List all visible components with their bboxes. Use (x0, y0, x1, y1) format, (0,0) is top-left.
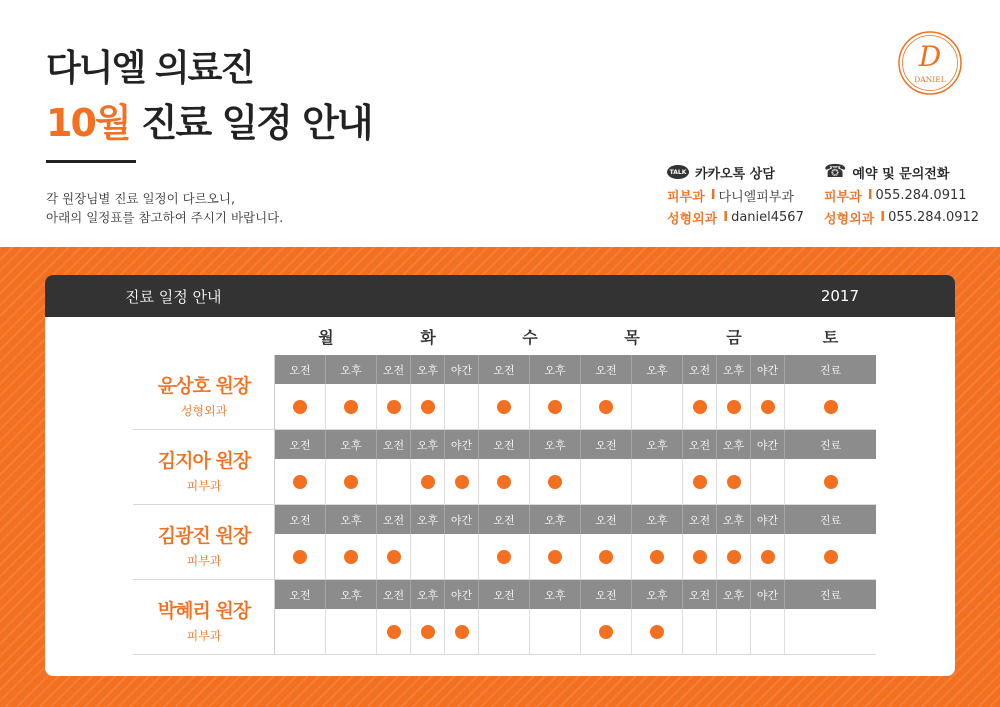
available-dot (293, 550, 307, 564)
availability-cell (326, 459, 377, 505)
slot-label: 오전 (581, 430, 632, 459)
availability-cell (581, 534, 632, 580)
available-dot (497, 475, 511, 489)
availability-cell (411, 609, 445, 655)
available-dot (421, 400, 435, 414)
schedule-header (45, 275, 955, 317)
slot-label: 오전 (479, 505, 530, 534)
day-header: 화 (420, 328, 436, 347)
slot-label: 오전 (377, 505, 411, 534)
slot-header-row (275, 355, 876, 384)
slot-label: 오후 (530, 505, 581, 534)
available-dot (727, 475, 741, 489)
availability-row (275, 534, 876, 580)
phone-number[interactable]: 055.284.0912 (888, 209, 980, 225)
available-dot (693, 550, 707, 564)
availability-cell (785, 534, 876, 580)
slot-label: 야간 (445, 430, 479, 459)
availability-cell (683, 384, 717, 430)
available-dot (599, 625, 613, 639)
kakao-dept: 성형외과 (667, 211, 718, 227)
slot-label: 야간 (445, 580, 479, 609)
day-header: 토 (822, 328, 839, 347)
row-divider (133, 429, 275, 430)
slot-label: 오전 (275, 355, 326, 384)
available-dot (497, 550, 511, 564)
row-divider (133, 654, 275, 655)
schedule-year: 2017 (820, 287, 859, 305)
availability-cell (632, 459, 683, 505)
availability-cell (479, 384, 530, 430)
availability-cell (530, 534, 581, 580)
available-dot (387, 625, 401, 639)
title-month: 10월 (46, 101, 130, 145)
slot-label: 오전 (479, 430, 530, 459)
phone-title: 예약 및 문의전화 (852, 166, 950, 182)
available-dot (455, 475, 469, 489)
slot-label: 오전 (683, 505, 717, 534)
slot-header-row (275, 505, 876, 534)
availability-cell (377, 609, 411, 655)
phone-row: 피부과 I 055.284.0911 (824, 187, 967, 205)
availability-cell (717, 384, 751, 430)
available-dot (650, 625, 664, 639)
intro-line-2: 아래의 일정표를 참고하여 주시기 바랍니다. (46, 210, 284, 225)
slot-label: 오전 (275, 430, 326, 459)
slot-label: 오전 (377, 355, 411, 384)
available-dot (599, 550, 613, 564)
phone-heading (824, 163, 979, 181)
kakao-heading (667, 163, 804, 181)
availability-cell (275, 534, 326, 580)
slot-label: 야간 (445, 355, 479, 384)
doctor-department: 성형외과 (180, 404, 228, 418)
slot-label: 진료 (819, 438, 842, 452)
availability-cell (683, 534, 717, 580)
available-dot (497, 400, 511, 414)
kakao-contact (667, 163, 804, 225)
availability-cell (326, 384, 377, 430)
available-dot (761, 400, 775, 414)
phone-number[interactable]: 055.284.0911 (875, 187, 967, 203)
available-dot (344, 400, 358, 414)
doctor-name: 김지아 원장 (157, 450, 251, 472)
slot-label: 오후 (411, 355, 445, 384)
available-dot (548, 400, 562, 414)
availability-cell (632, 609, 683, 655)
available-dot (693, 400, 707, 414)
row-divider (133, 504, 275, 505)
slot-label: 진료 (819, 363, 842, 377)
slot-label: 오전 (377, 430, 411, 459)
availability-cell (479, 534, 530, 580)
availability-cell (377, 459, 411, 505)
kakao-row: 성형외과 I daniel4567 (667, 209, 804, 227)
logo-letter: D (918, 40, 942, 73)
slot-label: 오전 (581, 355, 632, 384)
availability-cell (717, 534, 751, 580)
slot-label: 오후 (411, 505, 445, 534)
availability-cell (530, 384, 581, 430)
doctor-department: 피부과 (186, 479, 222, 493)
availability-cell (683, 459, 717, 505)
day-header: 목 (624, 328, 640, 347)
title-rest: 진료 일정 안내 (129, 101, 372, 145)
kakao-id[interactable]: daniel4567 (731, 209, 804, 225)
slot-label: 오전 (275, 580, 326, 609)
phone-dept: 피부과 (824, 189, 862, 205)
available-dot (599, 400, 613, 414)
slot-label: 오전 (479, 355, 530, 384)
logo-text: DANIEL (914, 75, 946, 84)
phone-dept: 성형외과 (824, 211, 875, 227)
available-dot (824, 475, 838, 489)
phone-icon: ☎ (824, 161, 847, 182)
availability-cell (479, 609, 530, 655)
slot-label: 오후 (717, 505, 751, 534)
availability-row (275, 459, 876, 505)
slot-label: 오전 (479, 580, 530, 609)
availability-cell (751, 534, 785, 580)
schedule-title: 진료 일정 안내 (125, 287, 222, 306)
day-header: 수 (522, 328, 538, 347)
availability-cell (445, 534, 479, 580)
available-dot (344, 550, 358, 564)
slot-label: 오후 (326, 580, 377, 609)
slot-label: 야간 (751, 580, 785, 609)
kakao-title: 카카오톡 상담 (695, 166, 775, 182)
availability-cell (717, 609, 751, 655)
phone-contact (824, 163, 979, 225)
slot-label: 야간 (445, 505, 479, 534)
availability-cell (377, 384, 411, 430)
availability-cell (581, 609, 632, 655)
availability-cell (445, 384, 479, 430)
doctor-department: 피부과 (186, 629, 222, 643)
slot-label: 진료 (819, 513, 842, 527)
page-title-line1: 다니엘 의료진 (46, 48, 254, 89)
available-dot (387, 550, 401, 564)
available-dot (421, 625, 435, 639)
doctor-info (133, 521, 275, 569)
slot-label: 오후 (632, 580, 683, 609)
day-header: 금 (726, 328, 742, 347)
availability-cell (785, 609, 876, 655)
available-dot (824, 550, 838, 564)
slot-label: 오전 (275, 505, 326, 534)
slot-label: 진료 (819, 588, 842, 602)
row-divider (133, 579, 275, 580)
available-dot (650, 550, 664, 564)
availability-cell (632, 384, 683, 430)
available-dot (727, 550, 741, 564)
available-dot (548, 475, 562, 489)
available-dot (421, 475, 435, 489)
slot-label: 오후 (530, 355, 581, 384)
phone-row: 성형외과 I 055.284.0912 (824, 209, 980, 227)
slot-label: 오전 (581, 580, 632, 609)
slot-label: 오후 (326, 505, 377, 534)
availability-cell (377, 534, 411, 580)
availability-cell (445, 459, 479, 505)
slot-label: 오후 (632, 430, 683, 459)
availability-cell (751, 609, 785, 655)
slot-label: 오전 (683, 430, 717, 459)
slot-label: 오후 (632, 355, 683, 384)
available-dot (293, 475, 307, 489)
slot-label: 오후 (411, 430, 445, 459)
slot-label: 야간 (751, 505, 785, 534)
availability-row (275, 384, 876, 430)
availability-cell (717, 459, 751, 505)
available-dot (455, 625, 469, 639)
availability-cell (530, 609, 581, 655)
day-header: 월 (318, 328, 334, 347)
availability-cell (530, 459, 581, 505)
talk-icon: TALK (667, 165, 689, 179)
slot-label: 오후 (411, 580, 445, 609)
available-dot (548, 550, 562, 564)
slot-label: 오후 (530, 580, 581, 609)
doctor-info (133, 596, 275, 644)
intro-text (46, 189, 283, 227)
doctor-info (133, 446, 275, 494)
slot-header-row (275, 430, 876, 459)
slot-label: 오전 (377, 580, 411, 609)
availability-cell (275, 384, 326, 430)
slot-label: 오후 (717, 430, 751, 459)
intro-line-1: 각 원장님별 진료 일정이 다르오니, (46, 191, 235, 206)
slot-label: 오전 (683, 580, 717, 609)
available-dot (727, 400, 741, 414)
slot-header-row (275, 580, 876, 609)
availability-cell (479, 459, 530, 505)
daniel-logo (897, 30, 963, 96)
availability-cell (411, 534, 445, 580)
available-dot (387, 400, 401, 414)
availability-cell (751, 459, 785, 505)
availability-cell (326, 609, 377, 655)
available-dot (293, 400, 307, 414)
availability-cell (275, 459, 326, 505)
availability-cell (683, 609, 717, 655)
available-dot (824, 400, 838, 414)
availability-cell (445, 609, 479, 655)
slot-label: 오전 (683, 355, 717, 384)
availability-cell (411, 459, 445, 505)
title-divider (46, 160, 136, 163)
availability-row (275, 609, 876, 655)
slot-label: 오후 (530, 430, 581, 459)
kakao-row: 피부과 I 다니엘피부과 (667, 187, 794, 205)
kakao-id[interactable]: 다니엘피부과 (718, 189, 794, 205)
doctor-department: 피부과 (186, 554, 222, 568)
slot-label: 야간 (751, 355, 785, 384)
slot-label: 오전 (581, 505, 632, 534)
availability-cell (411, 384, 445, 430)
availability-cell (785, 384, 876, 430)
doctor-name: 박혜리 원장 (157, 600, 251, 622)
available-dot (693, 475, 707, 489)
availability-cell (275, 609, 326, 655)
slot-label: 오후 (717, 580, 751, 609)
slot-label: 야간 (751, 430, 785, 459)
doctor-name: 윤상호 원장 (157, 375, 251, 397)
availability-cell (632, 534, 683, 580)
available-dot (761, 550, 775, 564)
slot-label: 오후 (326, 430, 377, 459)
availability-cell (581, 384, 632, 430)
availability-cell (785, 459, 876, 505)
availability-cell (751, 384, 785, 430)
kakao-dept: 피부과 (667, 189, 705, 205)
slot-label: 오후 (717, 355, 751, 384)
doctor-info (133, 371, 275, 419)
slot-label: 오후 (326, 355, 377, 384)
slot-label: 오후 (632, 505, 683, 534)
page-title-line2 (46, 92, 372, 147)
schedule-card (45, 275, 955, 676)
doctor-name: 김광진 원장 (157, 525, 251, 547)
available-dot (344, 475, 358, 489)
availability-cell (581, 459, 632, 505)
availability-cell (326, 534, 377, 580)
